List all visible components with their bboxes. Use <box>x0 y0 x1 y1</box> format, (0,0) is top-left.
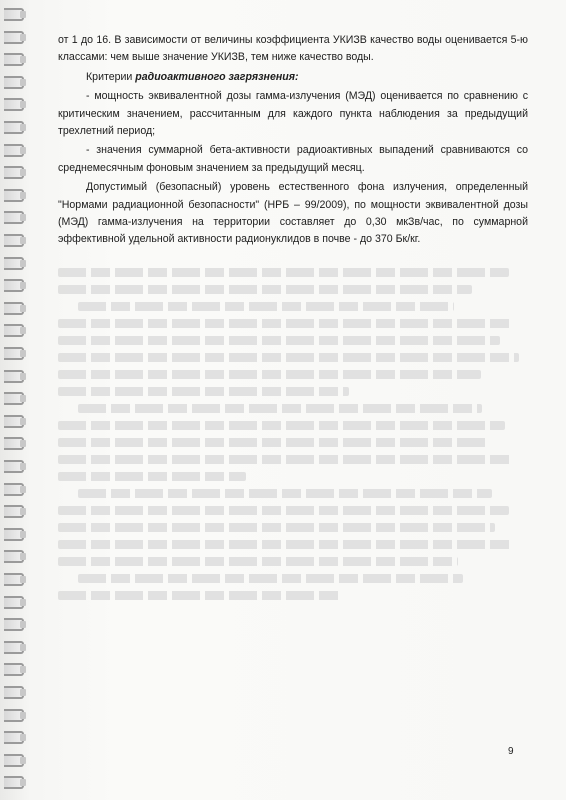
binding-hole <box>20 124 26 131</box>
binding-hole <box>20 79 26 86</box>
paragraph-beta-criterion: - значения суммарной бета-активности радиоактивных выпадений сравниваются со среднемесячным фоновым значением за предыдущий месяц. <box>58 144 528 174</box>
binding-hole <box>20 34 26 41</box>
binding-hole <box>20 440 26 447</box>
binding-hole <box>20 689 26 696</box>
binding-hole <box>20 779 26 786</box>
binding-hole <box>20 282 26 289</box>
binding-hole <box>20 395 26 402</box>
binding-hole <box>20 599 26 606</box>
binding-hole <box>20 260 26 267</box>
binding-hole <box>20 712 26 719</box>
binding-hole <box>20 463 26 470</box>
bleed-through-text <box>58 260 528 608</box>
binding-hole <box>20 576 26 583</box>
binding-hole <box>20 418 26 425</box>
binding-hole <box>20 373 26 380</box>
binding-hole <box>20 305 26 312</box>
criteria-prefix: Критерии <box>86 70 136 83</box>
binding-hole <box>20 644 26 651</box>
document-body <box>58 32 528 249</box>
binding-hole <box>20 757 26 764</box>
binding-hole <box>20 531 26 538</box>
binding-hole <box>20 56 26 63</box>
binding-hole <box>20 214 26 221</box>
binding-hole <box>20 101 26 108</box>
paragraph-criteria-heading <box>58 69 528 86</box>
binding-hole <box>20 486 26 493</box>
binding-hole <box>20 350 26 357</box>
page-number: 9 <box>508 746 514 757</box>
binding-hole <box>20 666 26 673</box>
binding-hole <box>20 237 26 244</box>
binding-hole <box>20 508 26 515</box>
binding-hole <box>20 11 26 18</box>
binding-hole <box>20 621 26 628</box>
paragraph-permissible-level: Допустимый (безопасный) уровень естественного фона излучения, определенный "Нормами радиационной безопасности" (НРБ – 99/2009), по мощности эквивалентной дозы (МЭД) гамма-излучения на территории составляет до 0,30 мкЗв/час, по суммарной эффективной удельной активности радионуклидов в почве - до 370 Бк/кг. <box>58 181 528 246</box>
spiral-binding <box>0 0 30 800</box>
binding-hole <box>20 553 26 560</box>
criteria-emphasis: радиоактивного загрязнения: <box>135 70 299 83</box>
binding-hole <box>20 147 26 154</box>
binding-hole <box>20 327 26 334</box>
binding-hole <box>20 169 26 176</box>
paragraph-med-criterion: - мощность эквивалентной дозы гамма-излучения (МЭД) оценивается по сравнению с критическим значением, рассчитанным для каждого пункта наблюдения за предыдущий трехлетний период; <box>58 90 528 138</box>
binding-hole <box>20 734 26 741</box>
binding-hole <box>20 192 26 199</box>
paragraph-ukizv-classes: от 1 до 16. В зависимости от величины коэффициента УКИЗВ качество воды оценивается 5-ю классами: чем выше значение УКИЗВ, тем ниже качество воды. <box>58 34 528 64</box>
